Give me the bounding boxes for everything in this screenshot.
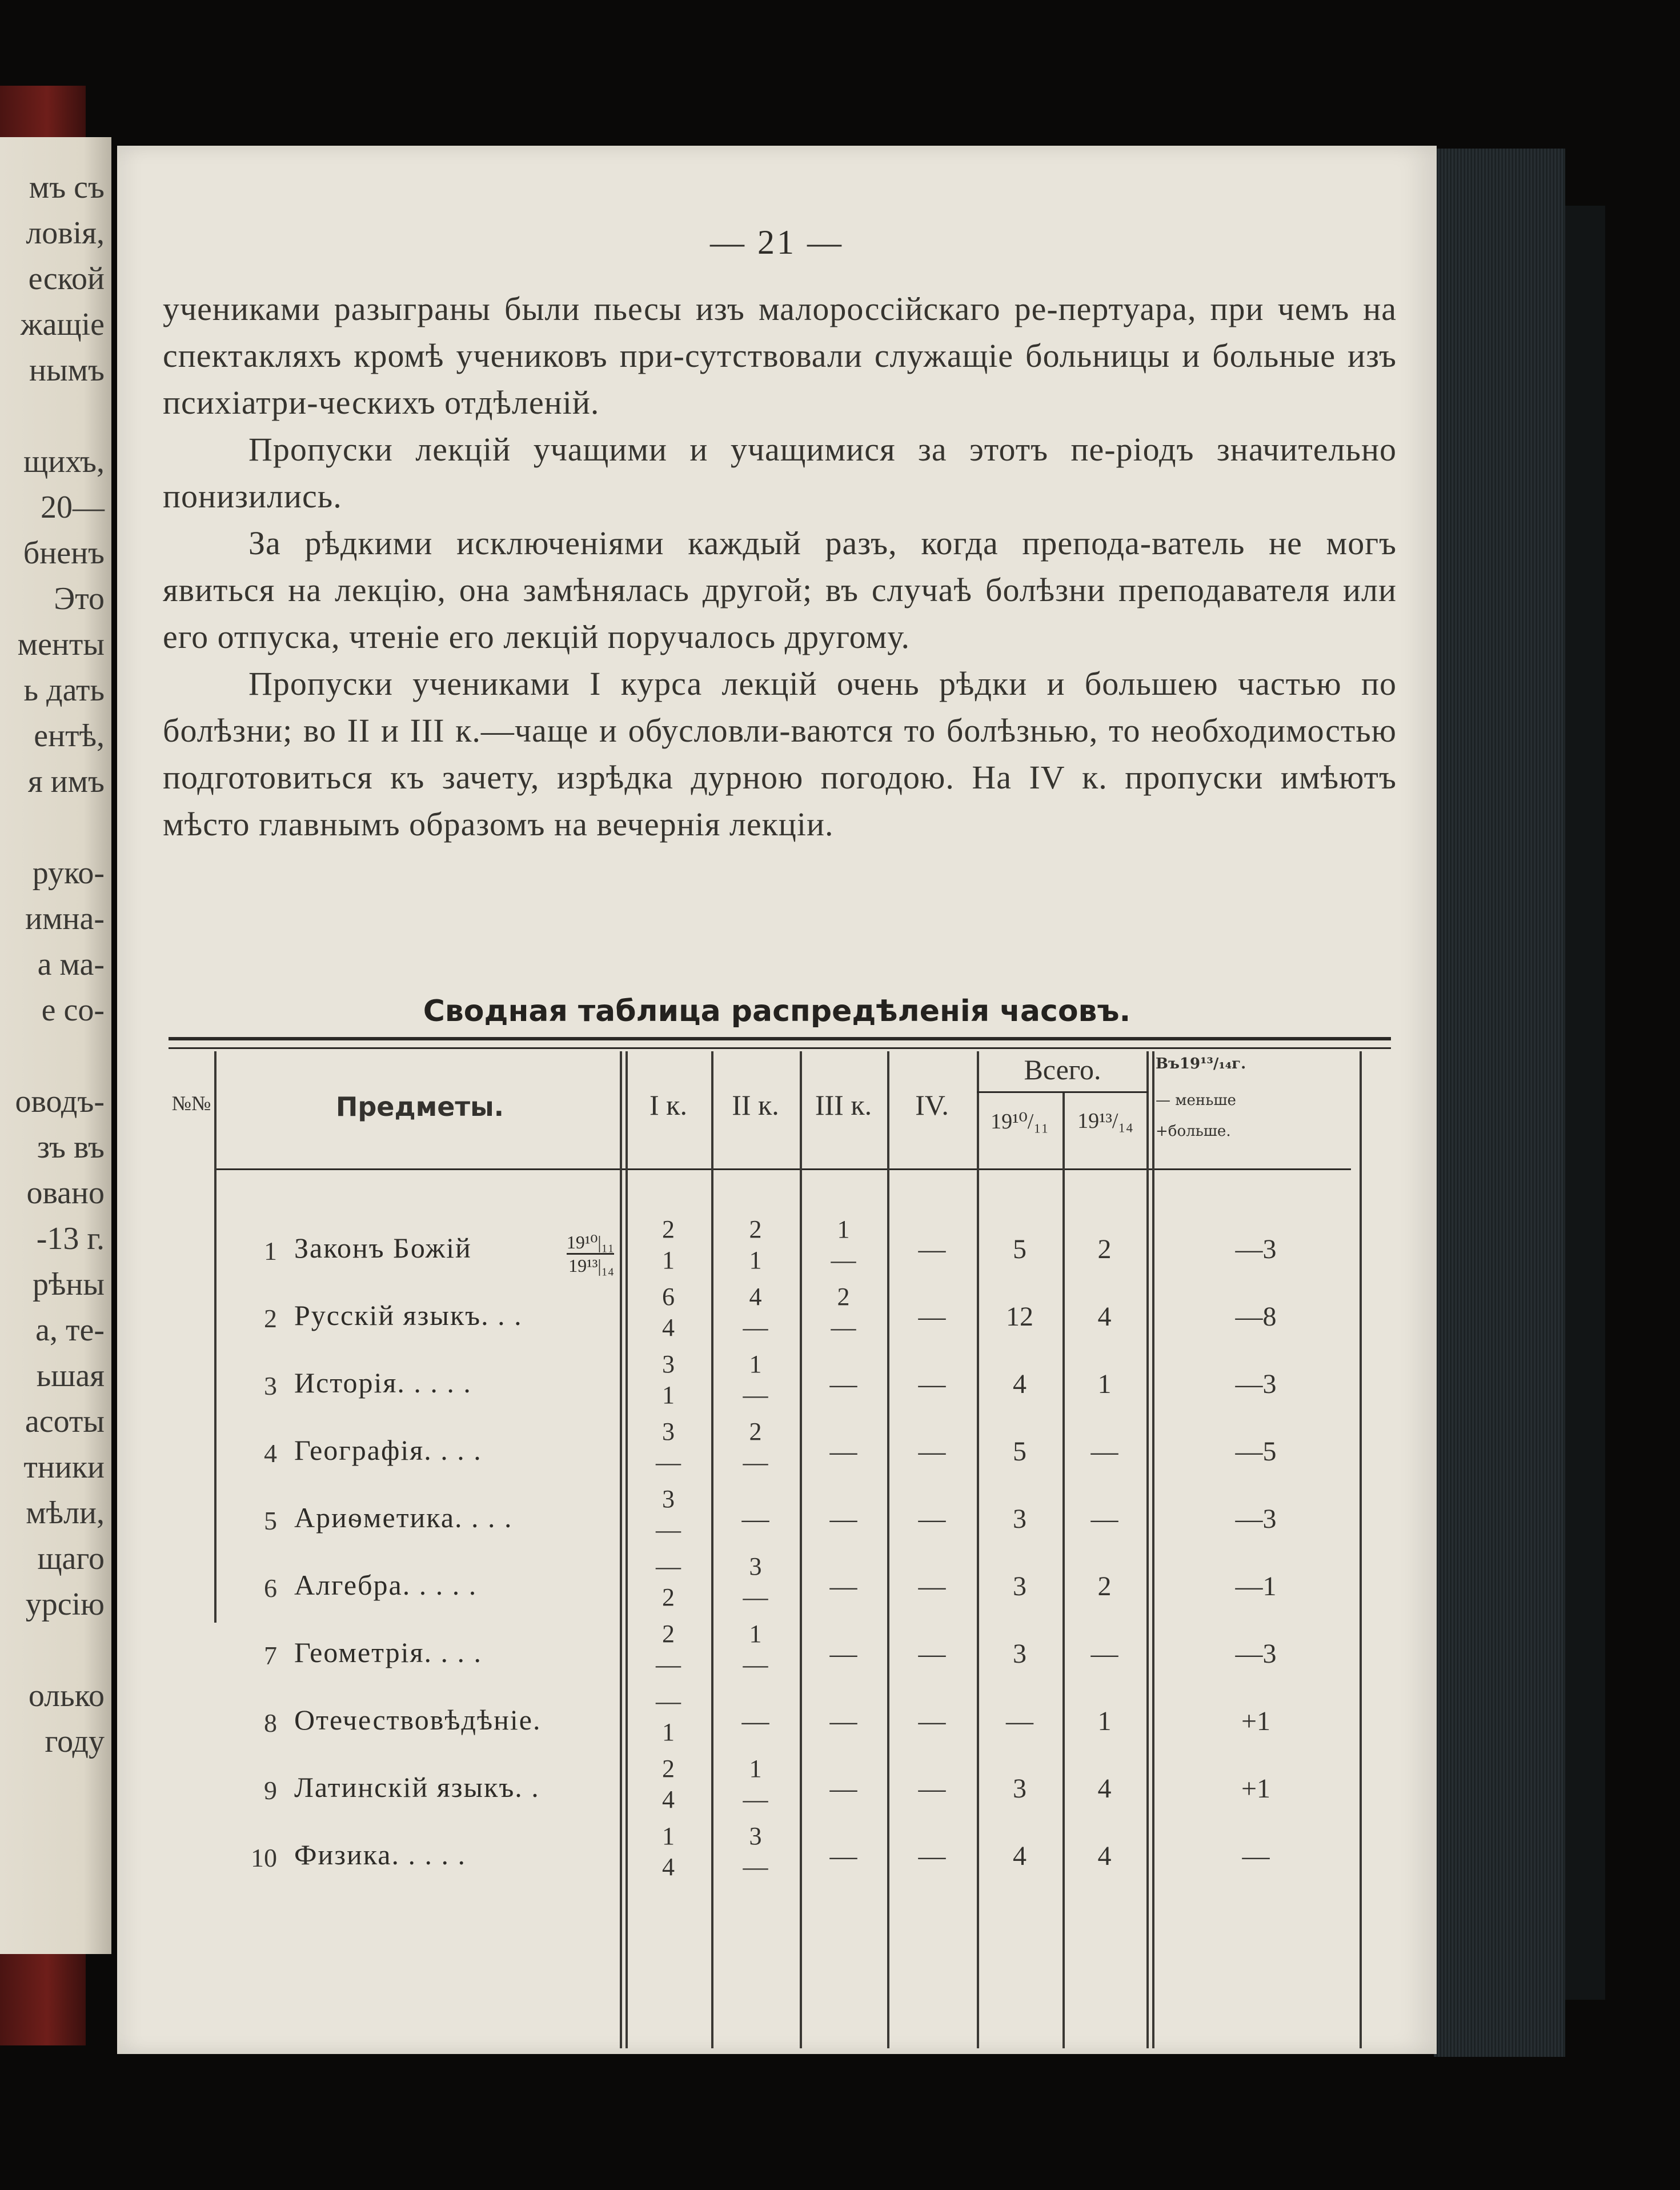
- cell-value: —: [743, 1314, 768, 1342]
- cell-d: —3: [1235, 1504, 1277, 1534]
- cell-stack-k2: [716, 1619, 796, 1680]
- cell-k4: —: [918, 1773, 946, 1804]
- cell-d: —1: [1235, 1571, 1277, 1602]
- left-page-line: щихъ,: [23, 444, 105, 479]
- row-number: 3: [264, 1371, 277, 1400]
- header-diff: [1156, 1054, 1358, 1141]
- table-top-rule-thin: [169, 1047, 1391, 1049]
- cell-d: —: [1242, 1841, 1270, 1871]
- left-page-line: урсію: [25, 1587, 105, 1622]
- total-sub-rule: [977, 1091, 1148, 1093]
- cell-value: —: [743, 1785, 768, 1813]
- cell-stack-k3: [804, 1214, 884, 1276]
- left-page-line: я имъ: [27, 764, 105, 799]
- header-bottom-rule: [214, 1168, 1351, 1170]
- cell-k3: —: [829, 1571, 857, 1602]
- cell-k4: —: [918, 1571, 946, 1602]
- cell-k2: —: [741, 1706, 769, 1736]
- row-subject: Латинскій языкъ. .: [294, 1771, 540, 1803]
- cell-t1: 3: [1013, 1571, 1027, 1602]
- row-number: 8: [264, 1708, 277, 1737]
- cell-stack-k2: [716, 1551, 796, 1613]
- cell-t1: 3: [1013, 1504, 1027, 1534]
- paragraph: учениками разыграны были пьесы изъ малороссійскаго ре-пертуара, при чемъ на спектакляхъ кромѣ учениковъ при-сутствовали служащіе больницы и больные изъ психіатри-ческихъ отдѣленій.: [163, 290, 1397, 421]
- paragraph: Пропуски учениками I курса лекцій очень рѣдки и большею частью по болѣзни; во II и III к.—чаще и обусловли-ваются то болѣзнью, то необходимостью подготовиться къ зачету, изрѣдка дурною погодою. На IV к. пропуски имѣютъ мѣсто главнымъ образомъ на вечернія лекціи.: [163, 665, 1397, 843]
- cell-k3: —: [829, 1369, 857, 1399]
- year-fraction-bottom: 19¹³|₁₄: [568, 1255, 614, 1276]
- cell-stack-k2: [716, 1282, 796, 1343]
- cell-d: —3: [1235, 1639, 1277, 1669]
- cell-value: —: [743, 1651, 768, 1679]
- header-course-2: II к.: [732, 1089, 779, 1121]
- cell-value: 3: [749, 1822, 762, 1850]
- cell-k3: —: [829, 1639, 857, 1669]
- left-page-line: е со-: [41, 992, 105, 1028]
- row-number: 5: [264, 1506, 277, 1535]
- left-page-line: имна-: [25, 901, 105, 936]
- left-page-line: ь дать: [23, 672, 105, 708]
- cell-stack-k2: [716, 1416, 796, 1478]
- cell-k4: —: [918, 1706, 946, 1736]
- row-subject: Ариѳметика. . . .: [294, 1502, 513, 1534]
- row-number: 7: [264, 1641, 277, 1670]
- row-subject: Географія. . . .: [294, 1434, 482, 1466]
- header-diff-more: +больше.: [1156, 1123, 1231, 1140]
- cell-t1: 5: [1013, 1436, 1027, 1467]
- cell-t1: 12: [1006, 1302, 1033, 1332]
- header-course-3: III к.: [815, 1089, 872, 1121]
- left-page-line: мъ съ: [29, 170, 105, 205]
- cell-t1: —: [1006, 1706, 1033, 1736]
- cell-value: —: [656, 1516, 681, 1544]
- cell-value: 1: [662, 1822, 675, 1850]
- cell-stack-k1: [628, 1282, 708, 1343]
- cell-t2: 2: [1097, 1234, 1112, 1264]
- column-rule: [1146, 1051, 1149, 2048]
- cell-value: 3: [662, 1418, 675, 1446]
- row-number: 10: [251, 1843, 277, 1872]
- left-facing-page: [0, 137, 111, 1954]
- left-page-line: ентѣ,: [34, 718, 105, 754]
- cell-value: 3: [662, 1350, 675, 1378]
- table-top-rule: [169, 1037, 1391, 1040]
- cell-value: —: [743, 1853, 768, 1881]
- cell-k4: —: [918, 1436, 946, 1467]
- left-page-line: асоты: [25, 1404, 105, 1439]
- cell-k4: —: [918, 1639, 946, 1669]
- row-subject: Законъ Божій: [294, 1232, 472, 1264]
- paragraph: За рѣдкими исключеніями каждый разъ, когда препода-ватель не могъ явиться на лекцію, она замѣнялась другой; въ случаѣ болѣзни преподавателя или его отпуска, чтеніе его лекцій поручалось другому.: [163, 525, 1397, 655]
- cell-t2: —: [1090, 1504, 1118, 1534]
- cell-stack-k1: [628, 1686, 708, 1748]
- cell-k4: —: [918, 1302, 946, 1332]
- page-block-edge: [1434, 149, 1565, 2057]
- left-page-line: году: [45, 1724, 105, 1759]
- cell-stack-k1: [628, 1349, 708, 1411]
- cell-stack-k2: [716, 1349, 796, 1411]
- cell-t2: 1: [1097, 1369, 1112, 1399]
- left-page-line: -13 г.: [36, 1221, 105, 1256]
- cell-t2: —: [1090, 1436, 1118, 1467]
- cell-t2: 2: [1097, 1571, 1112, 1602]
- cell-k3: —: [829, 1706, 857, 1736]
- row-number: 6: [264, 1574, 277, 1603]
- cell-d: +1: [1241, 1706, 1271, 1736]
- cell-d: —3: [1235, 1234, 1277, 1264]
- left-page-line: Это: [54, 581, 105, 616]
- cell-value: 2: [749, 1418, 762, 1446]
- cell-value: 1: [662, 1718, 675, 1746]
- cell-k3: —: [829, 1504, 857, 1534]
- cell-stack-k1: [628, 1619, 708, 1680]
- cell-value: —: [656, 1552, 681, 1580]
- book-page: [117, 146, 1437, 2054]
- cell-value: —: [831, 1314, 856, 1342]
- hours-table: [169, 1037, 1391, 2048]
- left-page-line: рѣны: [33, 1267, 105, 1302]
- left-page-line: мѣли,: [26, 1495, 105, 1531]
- left-page-line: а, те-: [35, 1312, 105, 1348]
- cell-d: —8: [1235, 1302, 1277, 1332]
- cell-t1: 3: [1013, 1639, 1027, 1669]
- cell-k4: —: [918, 1841, 946, 1871]
- cell-k3: —: [829, 1436, 857, 1467]
- paragraph: Пропуски лекцій учащими и учащимися за этотъ пе-ріодъ значительно понизились.: [163, 431, 1397, 515]
- header-total: Всего.: [1024, 1054, 1101, 1086]
- left-page-line: а ма-: [37, 947, 105, 982]
- left-page-line: бненъ: [23, 535, 105, 571]
- cell-value: 2: [662, 1215, 675, 1243]
- cell-value: 4: [662, 1314, 675, 1342]
- row-subject: Русскій языкъ. . .: [294, 1299, 523, 1331]
- row-subject: Алгебра. . . . .: [294, 1569, 478, 1601]
- column-rule: [711, 1051, 713, 2048]
- row-number: 9: [264, 1776, 277, 1805]
- header-diff-less: — меньше: [1156, 1092, 1236, 1109]
- column-rule: [1152, 1051, 1154, 2048]
- cell-t2: 1: [1097, 1706, 1112, 1736]
- cell-d: +1: [1241, 1773, 1271, 1804]
- page-number: — 21 —: [710, 223, 844, 261]
- cell-stack-k1: [628, 1821, 708, 1883]
- cell-k4: —: [918, 1504, 946, 1534]
- cell-t2: 4: [1097, 1773, 1112, 1804]
- cell-value: —: [656, 1687, 681, 1715]
- cell-value: —: [743, 1448, 768, 1476]
- header-course-4: IV.: [915, 1089, 949, 1121]
- left-page-line: олько: [28, 1678, 105, 1713]
- row-subject: Отечествовѣдѣніе.: [294, 1704, 542, 1736]
- header-course-1: I к.: [649, 1089, 687, 1121]
- row-subject: Геометрія. . . .: [294, 1636, 483, 1668]
- cell-value: 2: [837, 1283, 850, 1311]
- cell-value: 2: [662, 1620, 675, 1648]
- column-rule: [620, 1051, 622, 2048]
- column-rule: [1360, 1051, 1362, 2048]
- cell-value: —: [656, 1651, 681, 1679]
- left-page-line: ловія,: [26, 215, 105, 251]
- header-diff-year: Въ19¹³/₁₄г.: [1156, 1055, 1246, 1072]
- cell-value: 1: [662, 1381, 675, 1409]
- left-page-line: тники: [23, 1450, 105, 1485]
- cell-k3: —: [829, 1841, 857, 1871]
- cell-d: —5: [1235, 1436, 1277, 1467]
- cell-stack-k1: [628, 1484, 708, 1546]
- row-number: 2: [264, 1304, 277, 1333]
- cell-k4: —: [918, 1369, 946, 1399]
- header-year-1913: 19¹³/₁₄: [1077, 1109, 1133, 1133]
- cell-value: —: [743, 1381, 768, 1409]
- cell-k2: —: [741, 1504, 769, 1534]
- cell-stack-k1: [628, 1416, 708, 1478]
- left-page-line: оводъ-: [15, 1084, 105, 1119]
- cell-t1: 4: [1013, 1369, 1027, 1399]
- cell-value: —: [743, 1583, 768, 1611]
- cell-value: 1: [749, 1350, 762, 1378]
- cell-t2: 4: [1097, 1841, 1112, 1871]
- cell-stack-k2: [716, 1753, 796, 1815]
- left-page-line: жащіе: [20, 307, 105, 342]
- left-page-line: щаго: [37, 1541, 105, 1576]
- cell-value: 3: [749, 1552, 762, 1580]
- header-num: №№: [171, 1092, 211, 1115]
- left-page-line: нымъ: [29, 353, 105, 388]
- year-fraction-top: 19¹⁰|₁₁: [567, 1231, 614, 1255]
- cell-stack-k2: [716, 1214, 796, 1276]
- cell-value: 2: [662, 1583, 675, 1611]
- cell-t1: 4: [1013, 1841, 1027, 1871]
- column-rule: [800, 1051, 802, 2048]
- cell-k4: —: [918, 1234, 946, 1264]
- row-number: 1: [264, 1236, 277, 1266]
- cell-value: 6: [662, 1283, 675, 1311]
- cell-value: 1: [749, 1620, 762, 1648]
- left-page-line: руко-: [32, 855, 105, 891]
- cell-t2: 4: [1097, 1302, 1112, 1332]
- cell-value: 1: [662, 1246, 675, 1274]
- cell-value: 2: [749, 1215, 762, 1243]
- cell-value: 4: [662, 1853, 675, 1881]
- left-page-line: менты: [17, 627, 105, 662]
- cell-stack-k1: [628, 1214, 708, 1276]
- cell-stack-k3: [804, 1282, 884, 1343]
- year-fraction-label: [540, 1231, 614, 1276]
- cell-value: —: [831, 1246, 856, 1274]
- table-title: Сводная таблица распредѣленія часовъ.: [423, 994, 1131, 1028]
- column-rule: [887, 1051, 889, 2048]
- cell-stack-k1: [628, 1551, 708, 1613]
- cell-value: 1: [749, 1246, 762, 1274]
- row-subject: Физика. . . . .: [294, 1839, 466, 1871]
- cell-value: 1: [749, 1755, 762, 1783]
- cell-value: —: [656, 1448, 681, 1476]
- cell-value: 1: [837, 1215, 850, 1243]
- left-page-line: 20—: [41, 490, 105, 525]
- column-rule: [214, 1051, 216, 1623]
- left-page-line: ьшая: [36, 1358, 105, 1394]
- cell-value: 4: [749, 1283, 762, 1311]
- cell-stack-k1: [628, 1753, 708, 1815]
- column-rule: [626, 1051, 628, 2048]
- cell-value: 2: [662, 1755, 675, 1783]
- row-number: 4: [264, 1439, 277, 1468]
- column-rule: [977, 1051, 979, 2048]
- header-subject: Предметы.: [335, 1091, 504, 1122]
- cell-t1: 3: [1013, 1773, 1027, 1804]
- cell-stack-k2: [716, 1821, 796, 1883]
- cell-d: —3: [1235, 1369, 1277, 1399]
- cell-t2: —: [1090, 1639, 1118, 1669]
- cell-t1: 5: [1013, 1234, 1027, 1264]
- cell-value: 4: [662, 1785, 675, 1813]
- cell-k3: —: [829, 1773, 857, 1804]
- row-subject: Исторія. . . . .: [294, 1367, 472, 1399]
- header-year-1910: 19¹⁰/₁₁: [991, 1110, 1049, 1134]
- body-text: [163, 286, 1397, 848]
- left-page-line: еской: [28, 261, 105, 297]
- page-block-shadow: [1565, 206, 1605, 2000]
- left-page-line: зъ въ: [37, 1130, 105, 1165]
- cell-value: 3: [662, 1485, 675, 1513]
- left-page-line: овано: [26, 1175, 105, 1211]
